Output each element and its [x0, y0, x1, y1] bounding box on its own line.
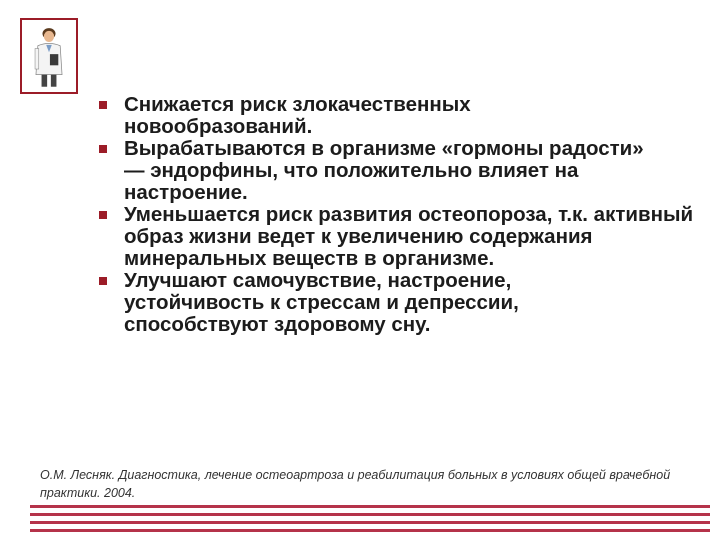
rule-line — [30, 529, 710, 532]
bullet-list — [98, 94, 698, 336]
list-item — [98, 270, 644, 336]
bullet-marker — [99, 211, 107, 219]
bullet-text: Улучшают самочувствие, настроение, устойчивость к стрессам и депрессии, способствуют здоровому сну. — [124, 269, 519, 336]
bullet-marker — [99, 101, 107, 109]
bullet-text: Вырабатываются в организме «гормоны радости» — эндорфины, что положительно влияет на настроение. — [124, 137, 644, 204]
doctor-logo — [20, 18, 78, 94]
bullet-marker — [99, 277, 107, 285]
list-item — [98, 94, 554, 138]
decorative-rules — [30, 505, 710, 537]
doctor-icon — [22, 20, 76, 92]
rule-line — [30, 521, 710, 524]
list-item — [98, 138, 664, 204]
citation: О.М. Лесняк. Диагностика, лечение остеоартроза и реабилитация больных в условиях общей врачебной практики. 2004. — [40, 468, 671, 500]
rule-line — [30, 513, 710, 516]
rule-line — [30, 505, 710, 508]
bullet-text: Снижается риск злокачественных новообразований. — [124, 93, 471, 138]
list-item — [98, 204, 704, 270]
bullet-marker — [99, 145, 107, 153]
bullet-text: Уменьшается риск развития остеопороза, т.к. активный образ жизни ведет к увеличению содержания минеральных веществ в организме. — [124, 203, 694, 270]
